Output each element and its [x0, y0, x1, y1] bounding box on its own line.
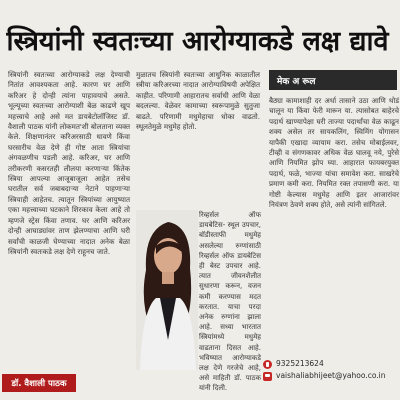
sidebar-title: मेक अ रूल	[269, 70, 397, 90]
email-address: vaishaliabhijeet@yahoo.co.in	[276, 371, 386, 380]
headline: स्त्रियांनी स्वतःच्या आरोग्याकडे लक्ष द्यावे	[6, 25, 389, 57]
author-name-banner: डॉ. वैशाली पाठक	[2, 374, 76, 392]
phone-row	[263, 358, 386, 370]
article-column-3: बैठ्या कामाशाही दर अर्धा तासाने उठा आणि थोडं चालून या किंवा फेरी मारून या. त्यासोबत बाहेरचे पदार्थ खाण्यापेक्षा घरी ताज्या पदार्थांचा वेळ काढून शक्य असेल तर सायकलिंग, स्विमिंग योगासन यापैकी एखादा व्यायाम करा. तसेच मोबाईलवर, टीव्ही व संगणकावर अधिक वेळ घालवू नये, पुरेसे आणि नियमित झोप घ्या. आहारात फायबरयुक्त पदार्थ, फळे, भाज्या यांचा समावेश करा. साखरेचे प्रमाण कमी करा. नियमित रक्त तपासणी करा. या गोष्टी केल्यास मधुमेह आणि इतर आजारांवर नियंत्रण ठेवणे शक्य होते, असे त्यांनी सांगितले.	[269, 96, 399, 210]
article-column-1: स्त्रियांनी स्वतःच्या आरोग्याकडे लक्ष देण्याची नितांत आवश्यकता आहे. कारण घर आणि करिअर हे दोन्ही त्यांना पाहावयाचे असते. भूल्यूच्या स्वतःच्या आरोग्याशी बेळ काढणे खूप महत्त्वाचे आहे असे मत डायबेटोलॉजिस्ट डॉ. वैशाली पाठक यांनी लोकमत'शी बोलताना व्यक्त केले. शिक्षणानंतर करिअरसाठी धावणे किंवा घरसारीच वेळ देणे ही गोष्ट आता स्त्रियांचा अंगवळणीच पडली आहे. करिअर, घर आणि तरीकरणी कसरतही लीलया करणाऱ्या किंतेक स्त्रिया आपल्या आजूबाजूला आहेत तसेच घरातील सर्व जबाबदाऱ्या नेटाने पाहणाऱ्या स्त्रियाही आहेतच. त्यातून स्त्रियांच्या आयुष्यात एका महत्त्वाच्या घटकाने शिरकाव केला आहे तो म्हणजे स्ट्रेस किंवा तणाव. घर आणि करिअर दोन्ही आघाड्यांवर ताण झेलण्याचा आणि घरी सर्वांची काळजी घेण्याच्या नादात अनेक बेळा स्त्रियांनी स्वतःकडे लक्ष देणे राहूनच जाते.	[8, 70, 130, 256]
author-photo	[136, 210, 198, 370]
contact-info	[263, 358, 386, 382]
email-icon	[263, 372, 272, 381]
author-photo-image	[136, 210, 198, 370]
email-row	[263, 370, 386, 382]
phone-number: 9325213624	[276, 359, 324, 368]
article-column-2-lower: रिव्हर्सल ऑफ डायबेटिस- स्थूल उपचार, बॉडीस्ताफी मधुमेह असलेल्या रुग्णांसाठी रिव्हर्सल ऑफ डायबेटिस ही बेस्ट उपचार आहे. त्यात जीवनशैलीत सुधारणा करून, वजन कमी करण्यास मदत करतात. याचा परदा अनेक रुग्णांना झाला आहे. सध्या भारतात स्त्रियांमध्ये मधुमेह वाढताना दिसत आहे. भविष्यात आरोग्याकडे लक्ष देणे गरजेचे आहे, असे माहिती डॉ. पाठक यांनी दिली.	[199, 211, 261, 393]
phone-icon	[263, 360, 272, 369]
article-column-2: मुळातच स्त्रियांनी स्वतःच्या आधुनिक काळातील स्त्रीया करिअरच्या नादात आरोग्याविषयी अपेक्षित काहीत. परिणामी आहारातच सर्वाधी आणि वेळा बदलल्या. वेळेवर कामाच्या स्वरूपामुळे सुतुजा बाढते. परिणामी मधुमेहाचा धोका वाढतो. स्थूलतेमुळे मधुमेह होतो.	[136, 70, 260, 132]
